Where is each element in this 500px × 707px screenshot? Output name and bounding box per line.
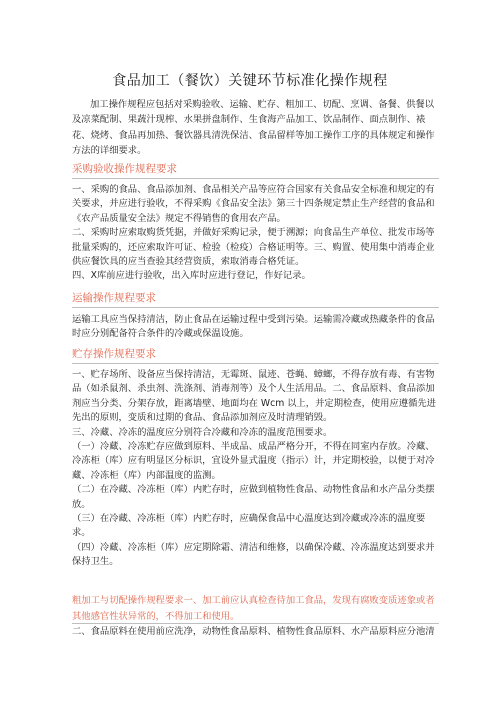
section-divider [72, 363, 439, 364]
paragraph: 一、贮存场所、设备应当保持清洁，无霉斑、鼠迹、苍蝇、蟑螂，不得存放有毒、有害物品（如杀鼠剂、杀虫剂、洗涤剂、消毒剂等）及个人生活用品。二、食品原料、食品添加剂应当分类、分架存放，距离墙壁、地面均在 Wcm 以上，并定期检查，使用应遵循先进先出的原则，变质和过期的食品、食品添加剂应及时清理销毁。 [72, 369, 436, 424]
section-body-storage [72, 368, 442, 570]
paragraph: （三）在冷藏、冷冻柜（库）内贮存时，应确保食品中心温度达到冷藏或冷冻的温度要求。 [72, 513, 426, 539]
document-title: 食品加工（餐饮）关键环节标准化操作规程 [112, 73, 388, 89]
section-heading-procurement: 采购验收操作规程要求 [72, 163, 177, 175]
paragraph: （一）冷藏、冷冻贮存应做到原料、半成品、成品严格分开，不得在同室内存放。冷藏、冷冻柜（库）应有明显区分标识，宜设外显式温度（指示）计，并定期校验，以便于对冷藏、冷冻柜（库）内部温度的监测。 [72, 441, 435, 481]
section-body-transport [72, 313, 442, 342]
section-body-procurement [72, 183, 442, 284]
section-body-prep: 二、食品原料在使用前应洗净，动物性食品原料、植物性食品原料、水产品原料应分池清 [72, 626, 435, 637]
intro-paragraph: 加工操作规程应包括对采购验收、运输、贮存、粗加工、切配、烹调、备餐、供餐以及凉菜配制、果蔬汁现榨、水果拼盘制作、生食海产品加工、饮品制作、面点制作、裱花、烧烤、食品再加热、餐饮器具清洗保洁、食品留样等加工操作工序的具体规定和操作方法的详细要求。 [72, 99, 435, 156]
section-divider [72, 178, 439, 179]
paragraph: 三、冷藏、冷冻的温度应分别符合冷藏和冷冻的温度范围要求。 [72, 426, 333, 438]
paragraph: 二、采购时应索取购货凭据，并做好采购记录，便于溯源；向食品生产单位、批发市场等批量采购的，还应索取许可证、检验（检疫）合格证明等。三、购置、使用集中消毒企业供应餐饮具的应当查验其经营资质，索取消毒合格凭证。 [72, 227, 435, 268]
paragraph: （二）在冷藏、冷冻柜（库）内贮存时，应做到植物性食品、动物性食品和水产品分类摆放。 [72, 484, 435, 510]
paragraph: 四、X库前应进行验收，出入库时应进行登记，作好记录。 [72, 270, 311, 282]
section-heading-prep: 粗加工与切配操作规程要求一、加工前应认真检查待加工食品，发现有腐败变质迹象或者其他感官性状异常的，不得加工和使用。 [72, 595, 435, 622]
paragraph: 一、采购的食品、食品添加剂、食品相关产品等应符合国家有关食品安全标准和规定的有关要求，并应进行验收，不得采购《食品安全法》第三十四条规定禁止生产经营的食品和《农产品质量安全法》规定不得销售的食用农产品。 [72, 184, 435, 224]
section-divider [72, 623, 439, 624]
section-divider [72, 307, 439, 308]
paragraph: 运输工具应当保持清洁，防止食品在运输过程中受到污染。运输需冷藏或热藏条件的食品时应分别配备符合条件的冷藏或保温设施。 [72, 314, 435, 340]
section-heading-transport: 运输操作规程要求 [72, 292, 156, 304]
paragraph: （四）冷藏、冷冻柜（库）应定期除霜、清洁和维修，以确保冷藏、冷冻温度达到要求并保持卫生。 [72, 541, 435, 568]
section-heading-storage: 贮存操作规程要求 [72, 348, 156, 360]
